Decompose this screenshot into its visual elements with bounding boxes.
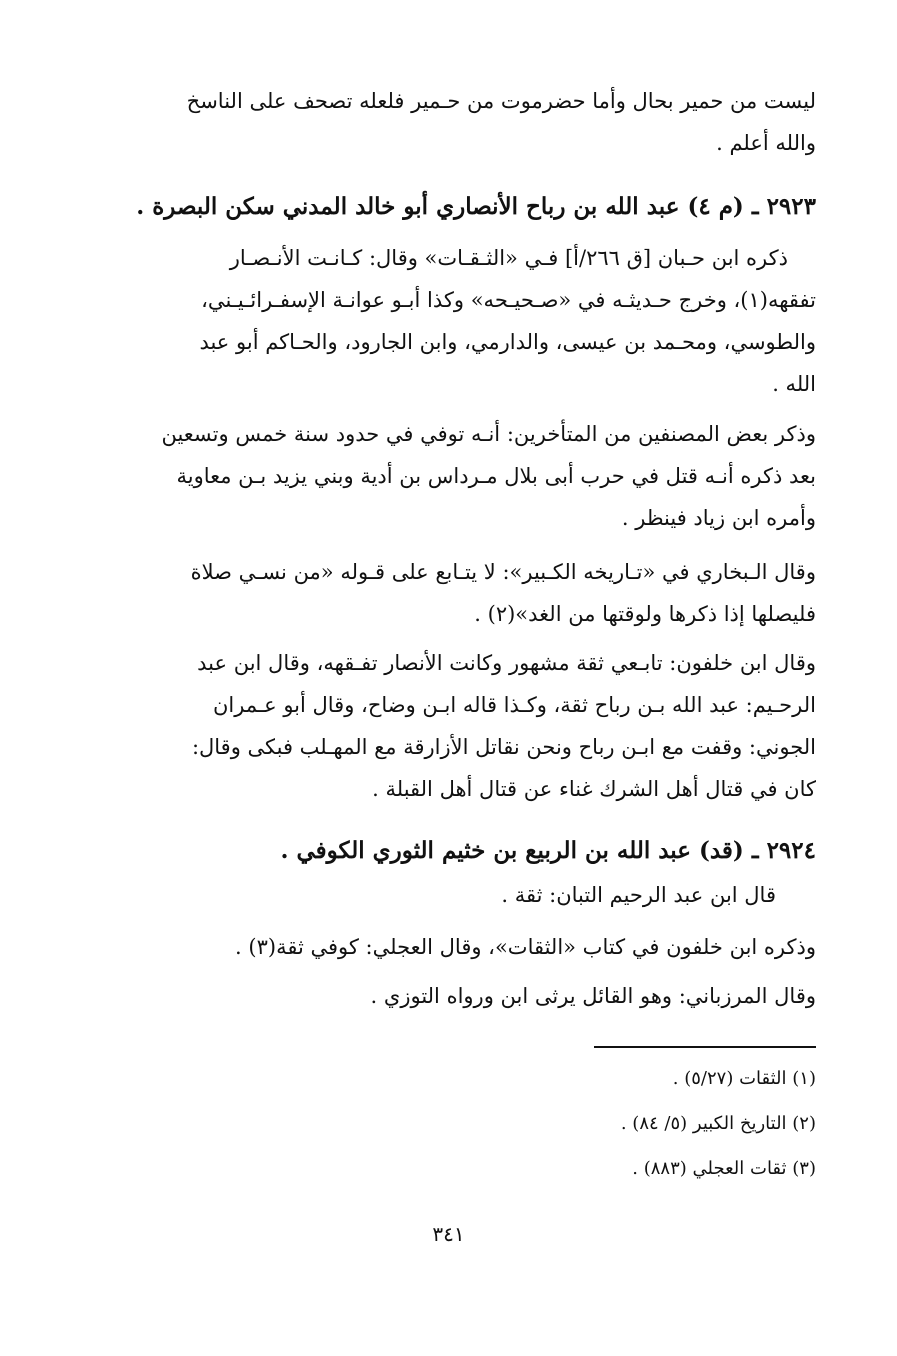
text-line: الله . bbox=[772, 372, 816, 396]
text-line: والطوسي، ومحـمد بن عيسى، والدارمي، وابن الجارود، والحـاكم أبو عبد bbox=[199, 330, 816, 354]
entry-2924-paragraph-1 bbox=[112, 874, 816, 916]
text-line: وذكره ابن خلفون في كتاب «الثقات»، وقال العجلي: كوفي ثقة(٣) . bbox=[235, 935, 816, 959]
text-line: ذكره ابن حـبان [ق ٢٦٦/أ] فـي «الثـقـات» وقال: كـانـت الأنـصـار bbox=[229, 246, 788, 270]
entry-title: ٢٩٢٤ ـ (قد) عبد الله بن الربيع بن خثيم الثوري الكوفي . bbox=[280, 837, 816, 864]
text-line: فليصلها إذا ذكرها ولوقتها من الغد»(٢) . bbox=[474, 602, 816, 626]
text-line: وقال الـبخاري في «تـاريخه الكـبير»: لا يتـابع على قـوله «من نسـي صلاة bbox=[190, 560, 816, 584]
text-line: وذكر بعض المصنفين من المتأخرين: أنـه توفي في حدود سنة خمس وتسعين bbox=[161, 422, 816, 446]
text-line: ليست من حمير بحال وأما حضرموت من حـمير فلعله تصحف على الناسخ bbox=[186, 89, 816, 113]
text-line: والله أعلم . bbox=[716, 131, 816, 155]
footnote: (١) الثقات (٥/٢٧) . bbox=[672, 1068, 816, 1089]
entry-2924-heading bbox=[112, 830, 816, 872]
text-line: تفقهه(١)، وخرج حـديثـه في «صـحيـحه» وكذا أبـو عوانـة الإسفـرائـيـني، bbox=[201, 288, 816, 312]
footnotes bbox=[112, 1046, 816, 1191]
text-line: الجوني: وقفت مع ابـن رباح ونحن نقاتل الأزارقة مع المهـلب فبكى وقال: bbox=[191, 735, 816, 759]
entry-2924-paragraph-2 bbox=[112, 926, 816, 968]
footnote: (٢) التاريخ الكبير (٥/ ٨٤) . bbox=[620, 1113, 816, 1134]
entry-2923-paragraph-2 bbox=[112, 413, 816, 539]
text-line: وأمره ابن زياد فينظر . bbox=[621, 506, 816, 530]
text-line: بعد ذكره أنـه قتل في حرب أبى بلال مـرداس بن أدية وبني يزيد بـن معاوية bbox=[176, 464, 816, 488]
entry-2923-paragraph-1 bbox=[112, 237, 816, 405]
text-line: وقال ابن خلفون: تابـعي ثقة مشهور وكانت الأنصار تفـقهه، وقال ابن عبد bbox=[197, 651, 816, 675]
entry-2924-paragraph-3 bbox=[112, 975, 816, 1017]
entry-2923-paragraph-3 bbox=[112, 551, 816, 635]
entry-title: ٢٩٢٣ ـ (م ٤) عبد الله بن رباح الأنصاري أبو خالد المدني سكن البصرة . bbox=[136, 193, 816, 220]
text-line: الرحـيم: عبد الله بـن رباح ثقة، وكـذا قاله ابـن وضاح، وقال أبو عـمران bbox=[212, 693, 816, 717]
intro-block bbox=[112, 80, 816, 164]
footnote-divider bbox=[594, 1046, 816, 1048]
text-line: وقال المرزباني: وهو القائل يرثى ابن ورواه التوزي . bbox=[370, 984, 816, 1008]
entry-2923-paragraph-4 bbox=[112, 642, 816, 810]
text-line: قال ابن عبد الرحيم التبان: ثقة . bbox=[501, 883, 776, 907]
footnote: (٣) ثقات العجلي (٨٨٣) . bbox=[632, 1158, 816, 1179]
entry-2923-heading bbox=[112, 186, 816, 228]
page-number: ٣٤١ bbox=[432, 1222, 465, 1246]
text-line: كان في قتال أهل الشرك غناء عن قتال أهل القبلة . bbox=[372, 777, 816, 801]
